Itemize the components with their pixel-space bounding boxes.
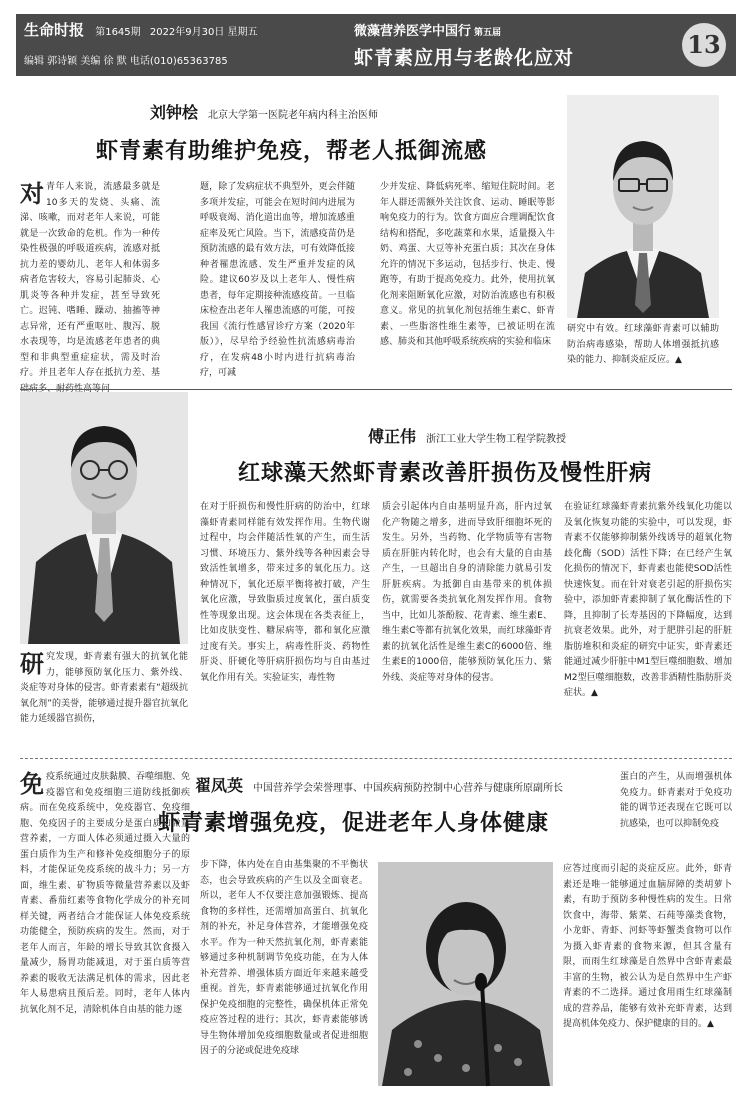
article2-drop-cap: 研 — [20, 649, 44, 678]
article2-column-2: 在对于肝损伤和慢性肝病的防治中，红球藻虾青素同样能有效发挥作用。生物代谢过程中，均会伴随活性氧的产生，而生活习惯、环境压力、紫外线等各种因素会导致活性氧增多，带来过多的氧化压力。这种情况下，氧化还原平衡将被打破，产生氧化应激，导致脂质过度氧化，蛋白质变性等现象出现。这会体现在各类表征上，比如皮肤变性、糖尿病等，都和氧化应激过度有关。事实上，病毒性肝炎、药物性肝炎、肝硬化等肝病肝损伤均与自由基过氧化作用有关。实验证实，毒性物 — [200, 502, 370, 683]
article1-author: 刘钟桧 — [150, 103, 199, 122]
article3-byline — [195, 773, 563, 796]
article3-column-3-top: 蛋白的产生，从而增强机体免疫力。虾青素对于免疫功能的调节还表现在它既可以抗感染，也可以抑制免疫 — [620, 772, 732, 829]
article3-column-2: 步下降，体内处在自由基集聚的不平衡状态，也会导致疾病的产生以及全面衰老。所以，老年人不仅要注意加强锻炼、提高食物的多样性，还需增加高蛋白、抗氧化剂的补充，补足身体营养，才能增强免疫水平。作为一种天然抗氧化剂，虾青素能够通过多种机制调节免疫功能，在为人体补充营养、增强体质方面近年来越来越受重视。首先，虾青素能够通过抗氧化作用保护免疫细胞的完整性，确保机体正常免疫应答过程的进行；其次，虾青素能够诱导生物体增加免疫细胞数量或者促进细胞因子的分泌或促进免疫球 — [200, 860, 368, 1056]
man-portrait-icon — [567, 95, 719, 318]
article3-drop-cap: 免 — [20, 769, 44, 798]
article2-column-1: 研究发现，虾青素有强大的抗氧化能力，能够预防氧化压力、紫外线、炎症等对身体的侵害。虾青素素有“超级抗氧化剂”的美誉，能够通过提升器官抗氧化能力延缓器官损伤， — [20, 649, 188, 724]
article2-author: 傅正伟 — [368, 427, 417, 446]
page-main-title: 虾青素应用与老龄化应对 — [354, 47, 575, 69]
series-name: 微藻营养医学中国行 第五届 — [354, 24, 502, 39]
article3-author-photo — [378, 862, 553, 1086]
article1-drop-cap: 对 — [20, 179, 44, 208]
article1-column-1: 对青年人来说，流感最多就是10多天的发烧、头痛、流涕、咳嗽，而对老年人来说，可能就是一次致命的危机。作为一种传染性极强的呼吸道疾病，流感对抵抗力差的婴幼儿、老年人和体弱多病者危害较大，容易引起肺炎、心肌炎等各种并发症，甚至导致死亡。迟钝、嗜睡、躁动、抽搐等神志异常，还有严重呕吐、腹泻、脱水表现等，均是流感老年患者的典型和非典型重症症状，需及时治疗。并且老年人存在抵抗力差、基 — [20, 179, 160, 378]
man-portrait-icon — [20, 392, 188, 644]
article3-headline: 虾青素增强免疫，促进老年人身体健康 — [158, 811, 550, 836]
article2-byline — [368, 424, 566, 447]
article2-column-4: 在验证红球藻虾青素抗紫外线氧化功能以及氧化恢复功能的实验中，可以发现，虾青素不仅能够抑制紫外线诱导的超氧化物歧化酶（SOD）活性下降；在已经产生氧化损伤的情况下，虾青素也能使SOD活性快速恢复。而在针对衰老引起的肝损伤实验中，添加虾青素抑制了氧化酶活性的下降，且抑制了长寿基因的下降幅度，达到抗衰老效果。此外，对于肥胖引起的肝脏脂肪堆积和炎症的研究中证实，虾青素还能通过减少肝脏中M1型巨噬细胞数、增加M2型巨噬细胞数，改善非酒精性脂肪肝炎症状。▲ — [564, 502, 732, 698]
article2-author-photo — [20, 392, 188, 644]
page-number-badge: 13 — [682, 23, 726, 67]
article1-column-2: 题，除了发病症状不典型外，更会伴随多项并发症，可能会在短时间内进展为呼吸衰竭、消化道出血等，增加流感重症率及死亡风险。当下，流感疫苗仍是预防流感的最有效方法，可有效降低接种者罹患流感、发生严重并发症的风险。建议60岁及以上老年人、慢性病患者，每年定期接种流感疫苗。一旦临床检查出老年人罹患流感的可能，可按我国《流行性感冒诊疗方案（2020年版）》，尽早给予经验性抗流感病毒治疗，在发病48小时内进行抗病毒治疗，可减 — [200, 182, 355, 378]
series-edition: 第五届 — [474, 28, 502, 38]
article1-column-4: 研究中有效。红球藻虾青素可以辅助防治病毒感染，帮助人体增强抵抗感染的能力、抑制炎症反应。▲ — [567, 324, 719, 365]
section-divider-1 — [20, 389, 732, 390]
article2-affiliation: 浙江工业大学生物工程学院教授 — [426, 434, 567, 445]
issue-number: 第1645期 — [95, 27, 141, 38]
article3-column-3-bottom: 应答过度而引起的炎症反应。此外，虾青素还是唯一能够通过血脑屏障的类胡萝卜素，有助于预防多种慢性病的发生。日常饮食中，海带、紫菜、石莼等藻类食物，小龙虾、青虾、河虾等虾蟹类食物可以作为摄入虾青素的食物来源，但其含量有限，而雨生红球藻是自然界中含虾青素最丰富的生物，被公认为是自然界中生产虾青素的不二选择。通过食用雨生红球藻制成的营养品，能够有效补充虾青素，达到提高机体免疫力、保护健康的目的。▲ — [563, 864, 732, 1029]
article1-author-photo — [567, 95, 719, 318]
page-header — [16, 14, 736, 76]
article3-affiliation: 中国营养学会荣誉理事、中国疾病预防控制中心营养与健康所原副所长 — [253, 783, 564, 794]
article2-headline: 红球藻天然虾青素改善肝损伤及慢性肝病 — [238, 461, 653, 486]
masthead — [24, 19, 258, 40]
staff-line: 编辑 郭诗颖 美编 徐 默 电话(010)65363785 — [24, 56, 228, 67]
article1-byline — [150, 100, 378, 123]
section-divider-2 — [20, 758, 732, 759]
article1-affiliation: 北京大学第一医院老年病内科主治医师 — [208, 110, 379, 121]
series-block — [354, 20, 684, 70]
issue-date: 2022年9月30日 星期五 — [149, 27, 258, 38]
woman-speaker-portrait-icon — [378, 862, 553, 1086]
article3-author: 翟凤英 — [195, 776, 244, 795]
article3-column-1: 免疫系统通过皮肤黏膜、吞噬细胞、免疫器官和免疫细胞三道防线抵御疾病。而在免疫系统中，免疫器官、免疫细胞、免疫因子的主要成分是蛋白质和微量营养素，一方面人体必须通过摄入大量的蛋白质作为生产和修补免疫细胞分子的原料，才能保证免疫系统的战斗力；另一方面，维生素、矿物质等微量营养素以及虾青素、番茄红素等食物化学成分的补充同样关键，两者结合才能保证人体免疫系统功能健全，预防疾病的发生。然而，对于老年人而言，年龄的增长导致其饮食摄入量减少，肠胃功能减退，对于蛋白质等营养素的吸收无法满足机体的需求，因此老年人易患病且预后差。同时，老年人体内抗氧化剂不足，清除机体自由基的能力逐 — [20, 769, 191, 1015]
article1-column-3: 少并发症、降低病死率、缩短住院时间。老年人群还需额外关注饮食、运动、睡眠等影响免疫力的行为。饮食方面应合理调配饮食结构和搭配，多吃蔬菜和水果，适量摄入牛奶、鸡蛋、大豆等补充蛋白质；其次在身体允许的情况下多运动，包括步行、快走、慢跑等，有助于提高免疫力。此外，使用抗氧化剂来阻断氧化应激，对防治流感也有积极意义。常见的抗氧化剂包括维生素C、虾青素、一些脂溶性维生素等，已被证明在流感、肺炎和其他呼吸系统疾病的实验和临床 — [380, 182, 555, 347]
article1-headline: 虾青素有助维护免疫，帮老人抵御流感 — [96, 139, 488, 164]
newspaper-logo: 生命时报 — [24, 21, 85, 39]
article2-column-3: 质会引起体内自由基明显升高，肝内过氧化产物随之增多，进而导致肝细胞坏死的发生。另外，当药物、化学物质等有害物质在肝脏内转化时，也会有大量的自由基产生，一旦超出自身的清除能力就易引发肝脏疾病。为抵御自由基带来的机体损伤，就需要各类抗氧化剂发挥作用。食物当中，比如儿茶酚胺、花青素、维生素E、维生素C等都有抗氧化效果，而红球藻虾青素的抗氧化活性是维生素C的6000倍、维生素E的1000倍，能够预防氧化压力、紫外线、炎症等对身体的侵害。 — [382, 502, 552, 683]
